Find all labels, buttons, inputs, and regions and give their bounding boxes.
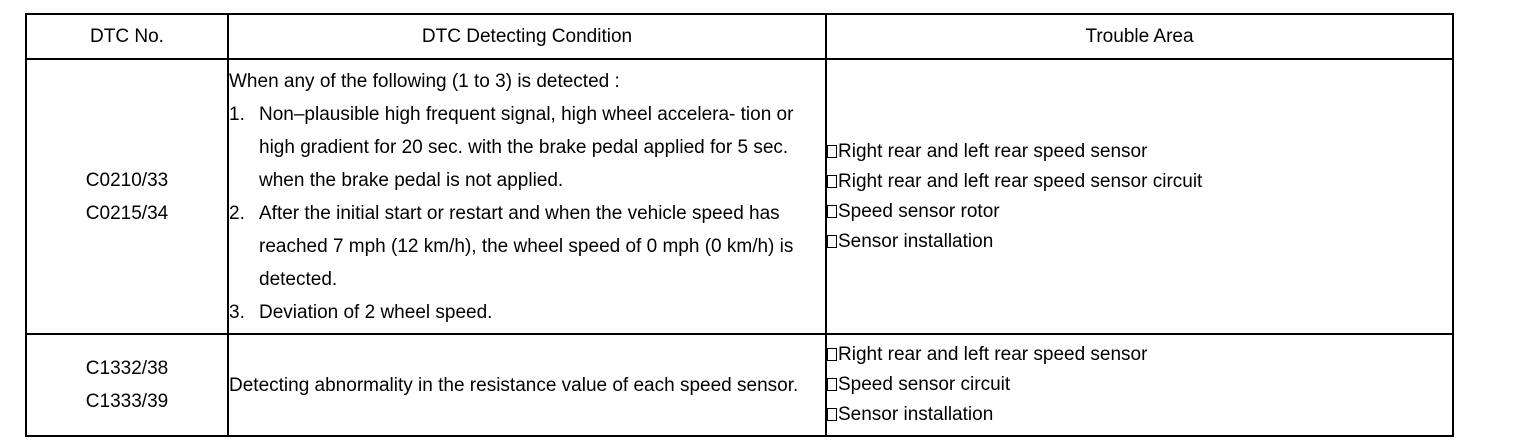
dtc-code: C1332/38 (85, 358, 169, 379)
header-row (26, 14, 1453, 59)
trouble-area-cell (826, 59, 1453, 334)
header-dtc-no: DTC No. (26, 14, 228, 59)
area-text: Sensor installation (838, 404, 994, 425)
header-condition: DTC Detecting Condition (228, 14, 826, 59)
area-item (827, 400, 1452, 430)
item-number: 1. (229, 103, 245, 125)
item-number: 3. (229, 301, 245, 323)
area-item (827, 137, 1452, 167)
checkbox-square-icon (827, 175, 837, 188)
area-text: Right rear and left rear speed sensor (838, 140, 1148, 162)
dtc-code: C0215/34 (85, 202, 169, 224)
dtc-codes-cell (26, 334, 228, 436)
item-text: After the initial start or restart and when the vehicle speed has reached 7 mph (12 km/h), the wheel speed of 0 mph (0 km/h) is detected. (259, 202, 794, 290)
condition-cell (228, 334, 826, 436)
area-text: Sensor installation (838, 230, 994, 252)
dtc-codes-cell (26, 59, 228, 334)
area-item (827, 197, 1452, 227)
area-text: Speed sensor circuit (838, 374, 1011, 395)
condition-item (229, 98, 825, 197)
item-text: Non–plausible high frequent signal, high wheel accelera- tion or high gradient for 20 sec. with the brake pedal applied for 5 sec. when the brake pedal is not applied. (259, 103, 794, 191)
item-number: 2. (229, 202, 245, 224)
condition-list (229, 98, 825, 329)
checkbox-square-icon (827, 378, 837, 391)
area-item (827, 370, 1452, 400)
checkbox-square-icon (827, 235, 837, 248)
item-text: Deviation of 2 wheel speed. (259, 301, 493, 323)
condition-item (229, 296, 825, 329)
condition-lead: When any of the following (1 to 3) is detected : (229, 70, 620, 92)
checkbox-square-icon (827, 145, 837, 158)
area-item (827, 340, 1452, 370)
area-text: Speed sensor rotor (838, 200, 1000, 222)
dtc-code: C0210/33 (85, 169, 169, 191)
area-item (827, 227, 1452, 257)
trouble-area-cell (826, 334, 1453, 436)
table-row (26, 334, 1453, 436)
table-row (26, 59, 1453, 334)
condition-item (229, 197, 825, 296)
area-text: Right rear and left rear speed sensor (838, 344, 1148, 365)
condition-cell (228, 59, 826, 334)
checkbox-square-icon (827, 205, 837, 218)
dtc-code: C1333/39 (85, 391, 169, 412)
dtc-table (25, 13, 1454, 437)
condition-text: Detecting abnormality in the resistance value of each speed sensor. (229, 374, 799, 396)
checkbox-square-icon (827, 408, 837, 421)
checkbox-square-icon (827, 348, 837, 361)
header-trouble-area: Trouble Area (826, 14, 1453, 59)
area-item (827, 167, 1452, 197)
area-text: Right rear and left rear speed sensor circuit (838, 170, 1203, 192)
